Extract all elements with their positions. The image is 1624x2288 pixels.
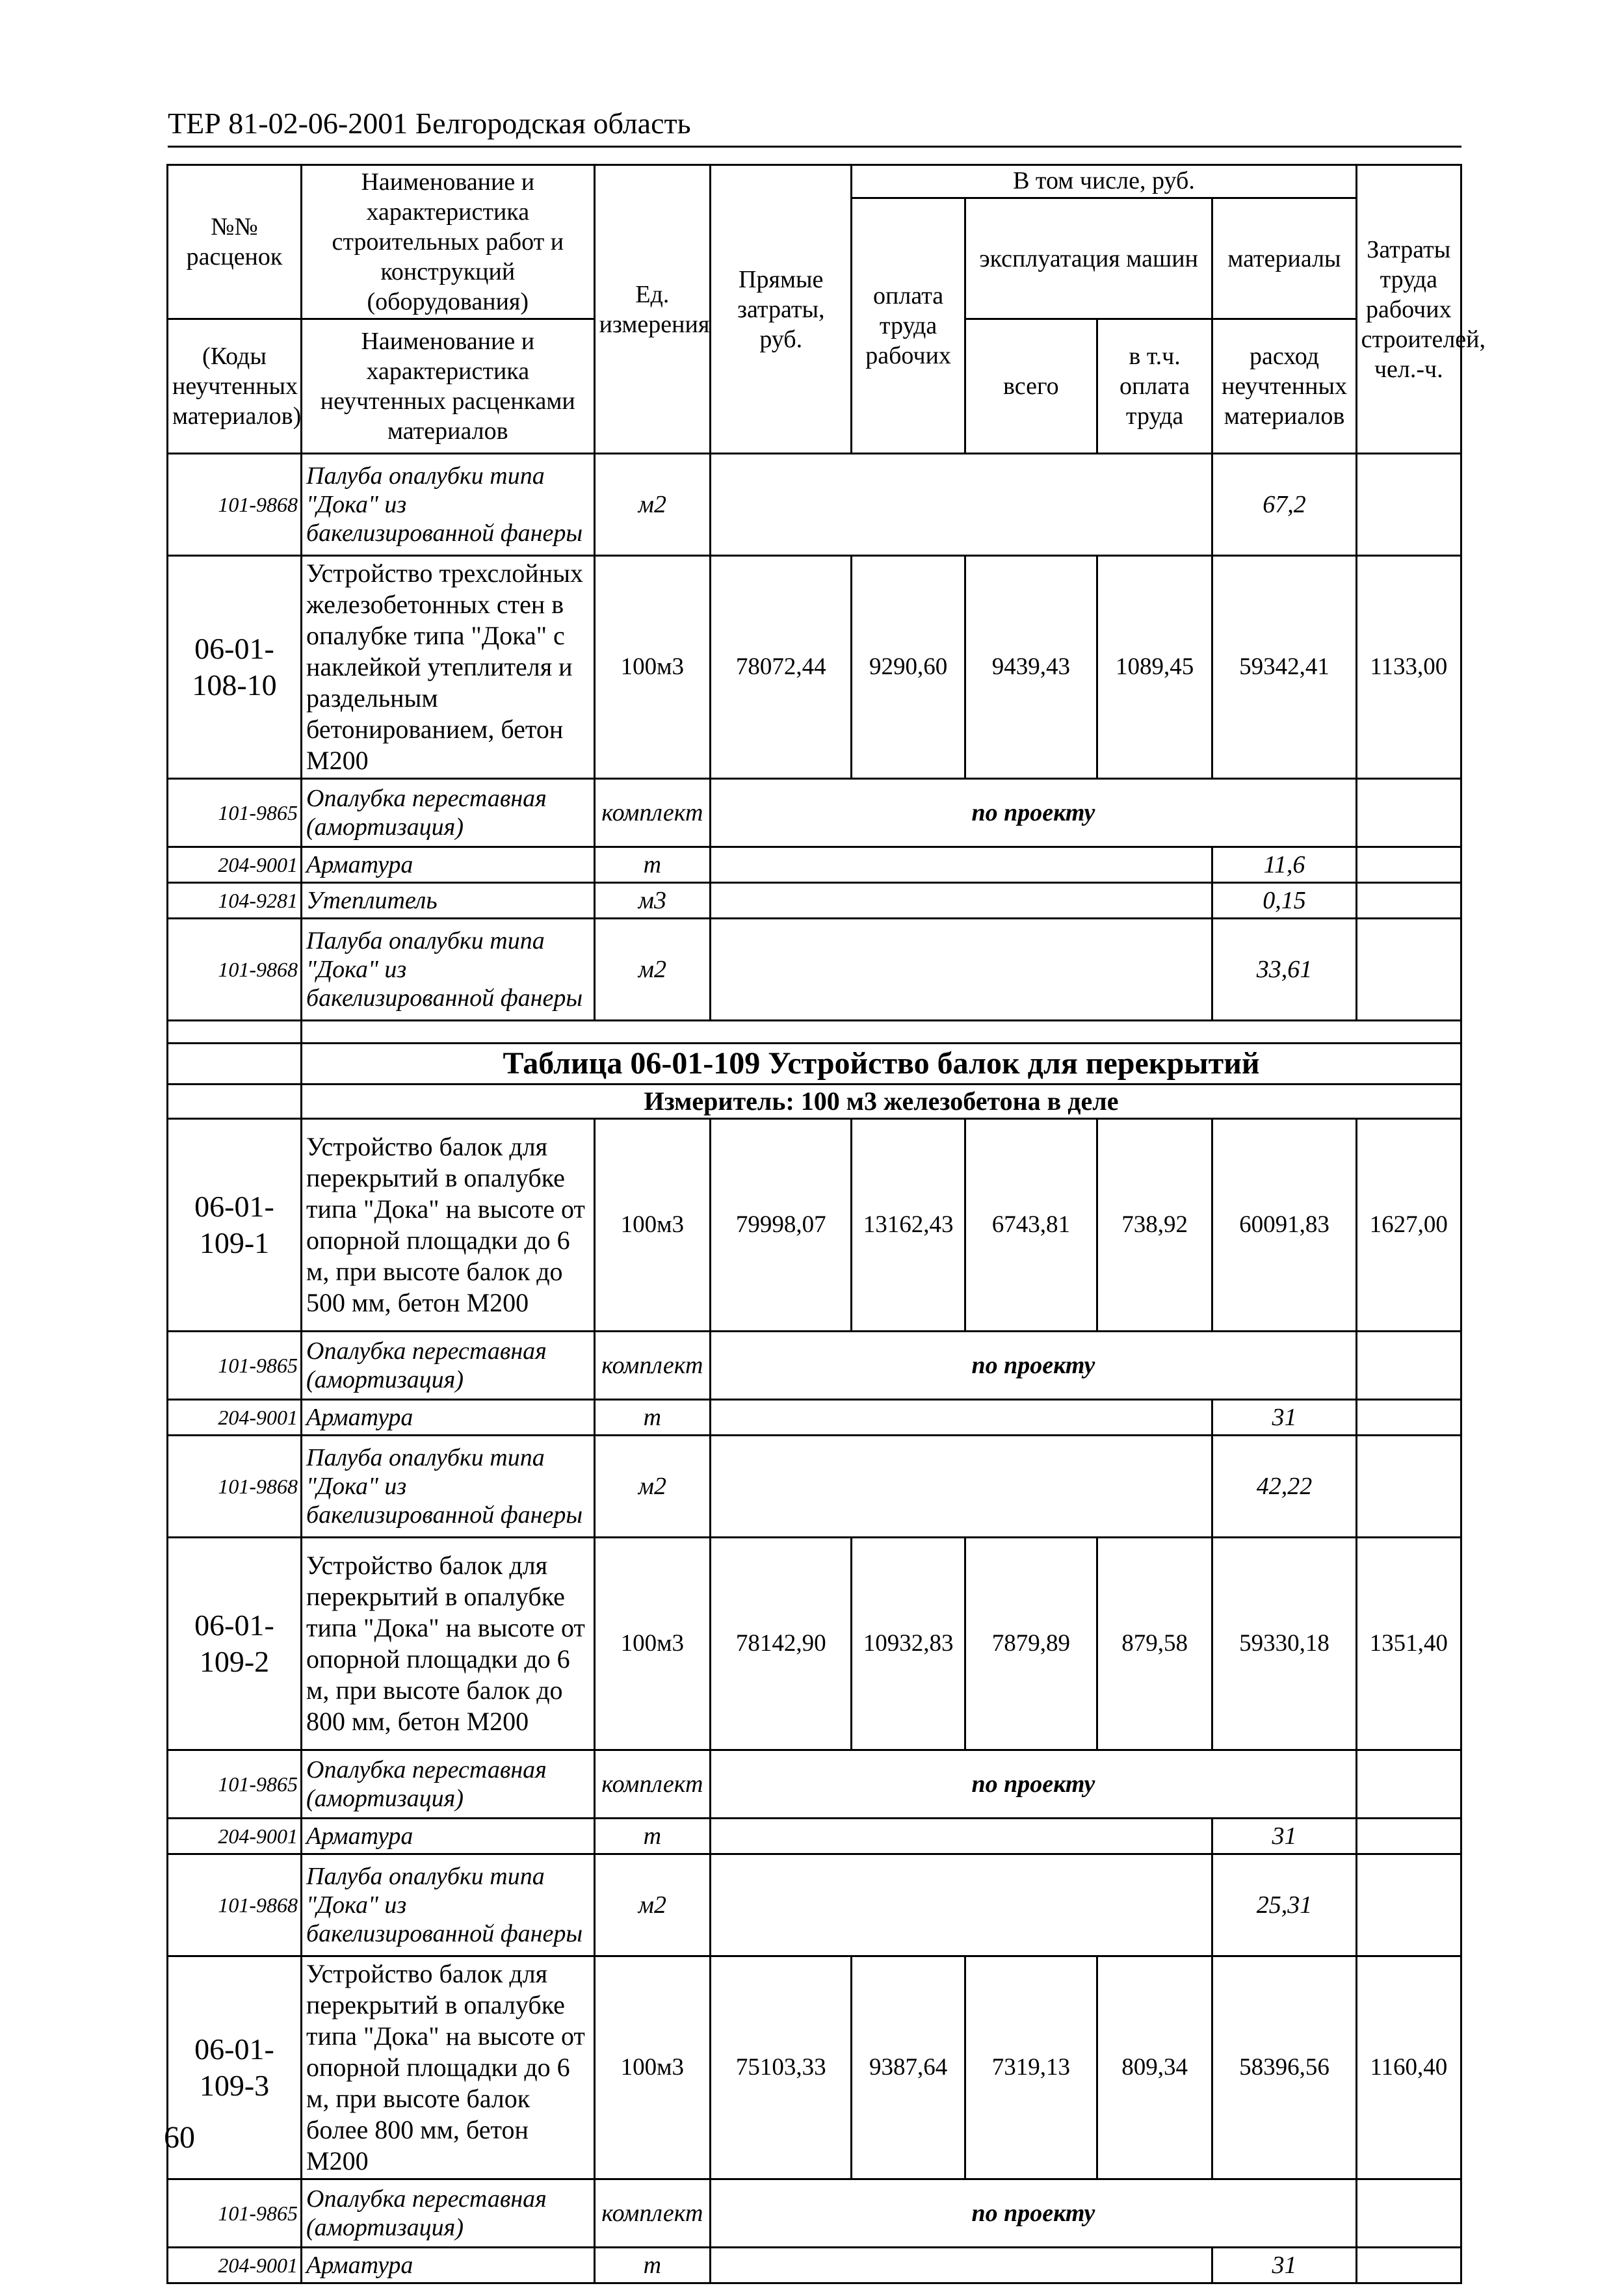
section-gap-row [168, 1021, 1461, 1044]
material-name: Палуба опалубки типа "Дока" из бакелизированной фанеры [302, 1854, 595, 1956]
material-amount: 25,31 [1212, 1854, 1356, 1956]
rate-code: 06-01-108-10 [168, 556, 302, 779]
material-row [168, 454, 1461, 556]
material-labor-blank [1356, 1400, 1461, 1436]
material-row [168, 1819, 1461, 1854]
rates-table [166, 164, 1486, 2284]
header-rule [168, 146, 1461, 148]
material-code: 101-9868 [168, 1436, 302, 1538]
rate-labor: 1351,40 [1356, 1538, 1461, 1750]
rate-unit: 100м3 [594, 556, 711, 779]
header-materials-extra: расход неучтенных материалов [1212, 319, 1356, 454]
rate-machines-wage: 879,58 [1097, 1538, 1212, 1750]
material-code: 101-9865 [168, 779, 302, 847]
header-machines: эксплуатация машин [965, 198, 1212, 319]
material-name: Опалубка переставная (амортизация) [302, 1750, 595, 1819]
material-labor-blank [1356, 779, 1461, 847]
material-blank [711, 1819, 1212, 1854]
page-number: 60 [164, 2120, 195, 2155]
material-labor-blank [1356, 1854, 1461, 1956]
material-labor-blank [1356, 919, 1461, 1021]
material-code: 204-9001 [168, 1400, 302, 1436]
material-labor-blank [1356, 847, 1461, 883]
material-blank [711, 1854, 1212, 1956]
page-header: ТЕР 81-02-06-2001 Белгородская область [168, 107, 691, 140]
header-code-top: №№ расценок [168, 165, 302, 319]
material-row [168, 847, 1461, 883]
material-row [168, 919, 1461, 1021]
header-name-top: Наименование и характеристика строительных работ и конструкций (оборудования) [302, 165, 595, 319]
material-amount: 67,2 [1212, 454, 1356, 556]
material-row [168, 1854, 1461, 1956]
rate-code: 06-01-109-2 [168, 1538, 302, 1750]
material-unit: м2 [594, 1854, 711, 1956]
material-unit: т [594, 847, 711, 883]
material-unit: м2 [594, 454, 711, 556]
rate-row [168, 1119, 1461, 1332]
material-name: Палуба опалубки типа "Дока" из бакелизированной фанеры [302, 1436, 595, 1538]
rate-labor: 1160,40 [1356, 1956, 1461, 2179]
material-amount: 31 [1212, 2248, 1356, 2283]
rate-wage: 13162,43 [852, 1119, 965, 1332]
material-name: Палуба опалубки типа "Дока" из бакелизированной фанеры [302, 454, 595, 556]
material-row [168, 883, 1461, 919]
header-machines-wage: в т.ч. оплата труда [1097, 319, 1212, 454]
material-blank [711, 1400, 1212, 1436]
rate-name: Устройство балок для перекрытий в опалубке типа "Дока" на высоте от опорной площадки до 6 м, при высоте балок до 500 мм, бетон М200 [302, 1119, 595, 1332]
material-unit: комплект [594, 1750, 711, 1819]
rate-row [168, 1956, 1461, 2179]
header-machines-total: всего [965, 319, 1097, 454]
material-unit: т [594, 1400, 711, 1436]
material-unit: комплект [594, 1332, 711, 1400]
rate-machines-total: 9439,43 [965, 556, 1097, 779]
material-unit: м2 [594, 1436, 711, 1538]
rate-materials: 58396,56 [1212, 1956, 1356, 2179]
material-row [168, 1332, 1461, 1400]
rate-code: 06-01-109-1 [168, 1119, 302, 1332]
rate-unit: 100м3 [594, 1538, 711, 1750]
rate-direct-costs: 78072,44 [711, 556, 852, 779]
material-code: 101-9868 [168, 919, 302, 1021]
material-code: 101-9868 [168, 454, 302, 556]
rate-wage: 9290,60 [852, 556, 965, 779]
material-by-project: по проекту [711, 2179, 1356, 2248]
material-unit: т [594, 2248, 711, 2283]
material-code: 101-9865 [168, 2179, 302, 2248]
material-blank [711, 919, 1212, 1021]
material-labor-blank [1356, 454, 1461, 556]
material-blank [711, 1436, 1212, 1538]
material-code: 204-9001 [168, 1819, 302, 1854]
material-amount: 31 [1212, 1819, 1356, 1854]
material-labor-blank [1356, 2248, 1461, 2283]
rate-materials: 59342,41 [1212, 556, 1356, 779]
header-labor: Затраты труда рабочих строителей, чел.-ч. [1356, 165, 1461, 454]
measure-row [168, 1085, 1461, 1119]
rate-wage: 10932,83 [852, 1538, 965, 1750]
material-amount: 11,6 [1212, 847, 1356, 883]
material-by-project: по проекту [711, 779, 1356, 847]
material-amount: 42,22 [1212, 1436, 1356, 1538]
material-unit: комплект [594, 2179, 711, 2248]
material-name: Арматура [302, 2248, 595, 2283]
gap-cell [302, 1021, 1461, 1044]
material-labor-blank [1356, 1332, 1461, 1400]
material-code: 204-9001 [168, 2248, 302, 2283]
material-name: Арматура [302, 1400, 595, 1436]
material-unit: м3 [594, 883, 711, 919]
rate-machines-wage: 809,34 [1097, 1956, 1212, 2179]
material-name: Утеплитель [302, 883, 595, 919]
material-code: 104-9281 [168, 883, 302, 919]
material-labor-blank [1356, 2179, 1461, 2248]
material-code: 101-9865 [168, 1750, 302, 1819]
material-row [168, 2179, 1461, 2248]
rate-wage: 9387,64 [852, 1956, 965, 2179]
material-name: Палуба опалубки типа "Дока" из бакелизированной фанеры [302, 919, 595, 1021]
rate-direct-costs: 79998,07 [711, 1119, 852, 1332]
rate-materials: 59330,18 [1212, 1538, 1356, 1750]
rate-machines-wage: 738,92 [1097, 1119, 1212, 1332]
material-labor-blank [1356, 1819, 1461, 1854]
material-labor-blank [1356, 883, 1461, 919]
material-blank [711, 454, 1212, 556]
header-materials: материалы [1212, 198, 1356, 319]
header-including: В том числе, руб. [852, 165, 1356, 198]
material-amount: 33,61 [1212, 919, 1356, 1021]
material-name: Опалубка переставная (амортизация) [302, 2179, 595, 2248]
material-name: Арматура [302, 847, 595, 883]
material-code: 101-9865 [168, 1332, 302, 1400]
rate-materials: 60091,83 [1212, 1119, 1356, 1332]
material-unit: т [594, 1819, 711, 1854]
material-code: 204-9001 [168, 847, 302, 883]
header-direct-costs: Прямые затраты, руб. [711, 165, 852, 454]
header-unit: Ед. измерения [594, 165, 711, 454]
header-wage: оплата труда рабочих [852, 198, 965, 454]
rate-machines-total: 6743,81 [965, 1119, 1097, 1332]
material-by-project: по проекту [711, 1750, 1356, 1819]
gap-cell [168, 1021, 302, 1044]
rate-row [168, 556, 1461, 779]
material-unit: м2 [594, 919, 711, 1021]
material-amount: 0,15 [1212, 883, 1356, 919]
rate-labor: 1133,00 [1356, 556, 1461, 779]
title-blank [168, 1085, 302, 1119]
rate-unit: 100м3 [594, 1119, 711, 1332]
material-row [168, 1750, 1461, 1819]
rate-name: Устройство трехслойных железобетонных стен в опалубке типа "Дока" с наклейкой утеплителя и раздельным бетонированием, бетон М200 [302, 556, 595, 779]
rate-name: Устройство балок для перекрытий в опалубке типа "Дока" на высоте от опорной площадки до 6 м, при высоте балок до 800 мм, бетон М200 [302, 1538, 595, 1750]
material-row [168, 2248, 1461, 2283]
rate-unit: 100м3 [594, 1956, 711, 2179]
material-name: Опалубка переставная (амортизация) [302, 779, 595, 847]
material-name: Арматура [302, 1819, 595, 1854]
rate-machines-total: 7879,89 [965, 1538, 1097, 1750]
material-code: 101-9868 [168, 1854, 302, 1956]
rate-row [168, 1538, 1461, 1750]
table-measure: Измеритель: 100 м3 железобетона в деле [302, 1085, 1461, 1119]
material-amount: 31 [1212, 1400, 1356, 1436]
rate-code: 06-01-109-3 [168, 1956, 302, 2179]
header-name-bottom: Наименование и характеристика неучтенных расценками материалов [302, 319, 595, 454]
table-title: Таблица 06-01-109 Устройство балок для перекрытий [302, 1044, 1461, 1085]
material-blank [711, 883, 1212, 919]
material-row [168, 1400, 1461, 1436]
material-unit: комплект [594, 779, 711, 847]
material-row [168, 1436, 1461, 1538]
rate-direct-costs: 78142,90 [711, 1538, 852, 1750]
material-name: Опалубка переставная (амортизация) [302, 1332, 595, 1400]
rate-name: Устройство балок для перекрытий в опалубке типа "Дока" на высоте от опорной площадки до 6 м, при высоте балок более 800 мм, бетон М200 [302, 1956, 595, 2179]
material-by-project: по проекту [711, 1332, 1356, 1400]
material-row [168, 779, 1461, 847]
material-labor-blank [1356, 1750, 1461, 1819]
title-blank [168, 1044, 302, 1085]
rate-labor: 1627,00 [1356, 1119, 1461, 1332]
rate-machines-wage: 1089,45 [1097, 556, 1212, 779]
material-blank [711, 847, 1212, 883]
table-title-row [168, 1044, 1461, 1085]
rate-machines-total: 7319,13 [965, 1956, 1097, 2179]
material-labor-blank [1356, 1436, 1461, 1538]
header-code-bottom: (Коды неучтенных материалов) [168, 319, 302, 454]
header-row [168, 165, 1461, 198]
material-blank [711, 2248, 1212, 2283]
rate-direct-costs: 75103,33 [711, 1956, 852, 2179]
